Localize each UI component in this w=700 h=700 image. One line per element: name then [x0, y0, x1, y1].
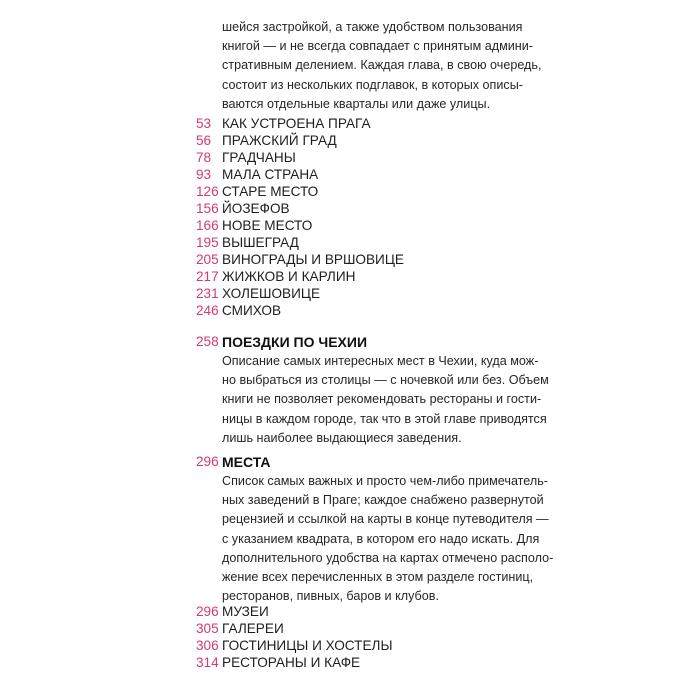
toc-page-number: 195 [196, 235, 219, 250]
toc-entry[interactable] [0, 285, 700, 302]
toc-page-number: 217 [196, 269, 219, 284]
paragraph-line: дополнительного удобства на картах отмечено располо- [222, 550, 554, 565]
toc-entry-title: ЖИЖКОВ И КАРЛИН [222, 269, 356, 284]
toc-entry-title: ХОЛЕШОВИЦЕ [222, 286, 321, 301]
toc-entry[interactable] [0, 654, 700, 671]
toc-page-number: 126 [196, 184, 219, 199]
toc-page-number: 205 [196, 252, 219, 267]
toc-entry[interactable] [0, 217, 700, 234]
section-page-number: 296 [196, 454, 219, 469]
toc-page-number: 296 [196, 604, 219, 619]
paragraph-line: Список самых важных и просто чем-либо примечатель- [222, 474, 548, 488]
section-page-number: 258 [196, 334, 219, 349]
section-title: МЕСТА [222, 454, 271, 470]
paragraph-line: книгой — и не всегда совпадает с принятым админи- [222, 39, 533, 54]
paragraph-line: шейся застройкой, а также удобством пользования [222, 20, 523, 34]
toc-page-number: 314 [196, 655, 219, 670]
paragraph-line: Описание самых интересных мест в Чехии, куда мож- [222, 354, 539, 368]
paragraph-line: лишь наиболее выдающиеся заведения. [222, 430, 462, 445]
toc-entry[interactable] [0, 149, 700, 166]
toc-list-places [0, 603, 700, 671]
toc-entry-title: НОВЕ МЕСТО [222, 218, 313, 233]
toc-entry[interactable] [0, 620, 700, 637]
paragraph-line: состоит из нескольких подглавок, в которых описы- [222, 77, 523, 92]
paragraph-line: ницы в каждом городе, так что в этой главе приводятся [222, 411, 547, 426]
toc-page-number: 305 [196, 621, 219, 636]
places-paragraph [222, 472, 554, 606]
toc-entry-title: ВЫШЕГРАД [222, 235, 299, 250]
toc-page-number: 156 [196, 201, 219, 216]
toc-entry[interactable] [0, 132, 700, 149]
paragraph-line: но выбраться из столицы — с ночевкой или без. Объем [222, 373, 549, 388]
toc-entry-title: ГОСТИНИЦЫ И ХОСТЕЛЫ [222, 638, 393, 653]
toc-entry-title: МУЗЕИ [222, 604, 269, 619]
toc-entry[interactable] [0, 302, 700, 319]
paragraph-line: ресторанов, пивных, баров и клубов. [222, 589, 439, 604]
paragraph-line: рецензией и ссылкой на карты в конце путеводителя — [222, 512, 549, 527]
trips-paragraph [222, 352, 549, 448]
toc-entry-title: ГРАДЧАНЫ [222, 150, 296, 165]
toc-page-number: 166 [196, 218, 219, 233]
toc-entry[interactable] [0, 200, 700, 217]
section-title: ПОЕЗДКИ ПО ЧЕХИИ [222, 334, 368, 350]
toc-page-number: 306 [196, 638, 219, 653]
toc-page-number: 78 [196, 150, 212, 165]
intro-paragraph [222, 18, 542, 114]
toc-entry-title: КАК УСТРОЕНА ПРАГА [222, 116, 371, 131]
paragraph-line: ваются отдельные кварталы или даже улицы. [222, 96, 491, 111]
paragraph-line: ных заведений в Праге; каждое снабжено развернутой [222, 493, 544, 508]
section-heading-trips[interactable] [0, 332, 700, 352]
paragraph-line: с указанием квадрата, в котором его надо искать. Для [222, 531, 540, 546]
toc-entry[interactable] [0, 115, 700, 132]
toc-entry[interactable] [0, 637, 700, 654]
toc-page-number: 231 [196, 286, 219, 301]
toc-entry[interactable] [0, 268, 700, 285]
toc-entry-title: СМИХОВ [222, 303, 282, 318]
toc-page-number: 56 [196, 133, 212, 148]
toc-entry-title: СТАРЕ МЕСТО [222, 184, 319, 199]
toc-entry[interactable] [0, 166, 700, 183]
toc-entry-title: ПРАЖСКИЙ ГРАД [222, 133, 337, 148]
toc-page-number: 53 [196, 116, 212, 131]
paragraph-line: жение всех перечисленных в этом разделе гостиниц, [222, 570, 534, 585]
toc-entry-title: ГАЛЕРЕИ [222, 621, 284, 636]
toc-list-districts [0, 115, 700, 319]
toc-entry[interactable] [0, 234, 700, 251]
toc-entry[interactable] [0, 251, 700, 268]
toc-page-number: 93 [196, 167, 212, 182]
toc-page-number: 246 [196, 303, 219, 318]
section-heading-places[interactable] [0, 452, 700, 472]
toc-entry-title: ЙОЗЕФОВ [222, 201, 290, 216]
toc-entry-title: МАЛА СТРАНА [222, 167, 319, 182]
toc-entry-title: ВИНОГРАДЫ И ВРШОВИЦЕ [222, 252, 404, 267]
toc-entry[interactable] [0, 183, 700, 200]
toc-entry[interactable] [0, 603, 700, 620]
paragraph-line: книги не позволяет рекомендовать рестораны и гости- [222, 392, 542, 407]
toc-entry-title: РЕСТОРАНЫ И КАФЕ [222, 655, 361, 670]
paragraph-line: стративным делением. Каждая глава, в свою очередь, [222, 58, 542, 73]
